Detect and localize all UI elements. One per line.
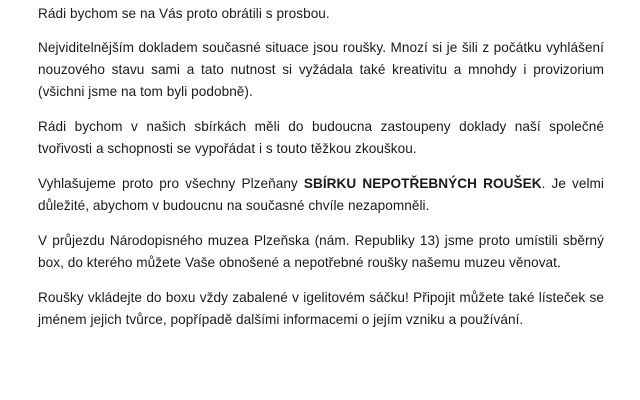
document-body: [38, 3, 604, 344]
paragraph-collection-box-location: V průjezdu Národopisného muzea Plzeňska (nám. Republiky 13) jsme proto umístili sběrný box, do kterého můžete Vaše obnošené a nepotřebné roušky našemu muzeu věnovat.: [38, 233, 604, 270]
paragraph-face-masks-evidence: Nejviditelnějším dokladem současné situace jsou roušky. Mnozí si je šili z počátku vyhlášení nouzového stavu sami a tato nutnost si vyžádala také kreativitu a mnohdy i provizorium (všichni jsme na tom byli podobně).: [38, 40, 604, 99]
paragraph-collections-wish: Rádi bychom v našich sbírkách měli do budoucna zastoupeny doklady naší společné tvořivosti a schopnosti se vypořádat i s touto těžkou zkouškou.: [38, 119, 604, 156]
paragraph-submission-instructions: Roušky vkládejte do boxu vždy zabalené v igelitovém sáčku! Připojit můžete také lísteček se jménem jejich tvůrce, popřípadě dalšími informacemi o jejím vzniku a používání.: [38, 290, 604, 327]
paragraph-intro: Rádi bychom se na Vás proto obrátili s prosbou.: [38, 6, 330, 21]
collection-name-bold: SBÍRKU NEPOTŘEBNÝCH ROUŠEK: [303, 176, 542, 191]
paragraph-collection-announcement: [38, 173, 604, 217]
announcement-lead-text: Vyhlašujeme proto pro všechny Plzeňany: [38, 176, 304, 191]
announcement-tail-text: . Je velmi důležité, abychom v budoucnu na současné chvíle nezapomněli.: [38, 176, 604, 213]
